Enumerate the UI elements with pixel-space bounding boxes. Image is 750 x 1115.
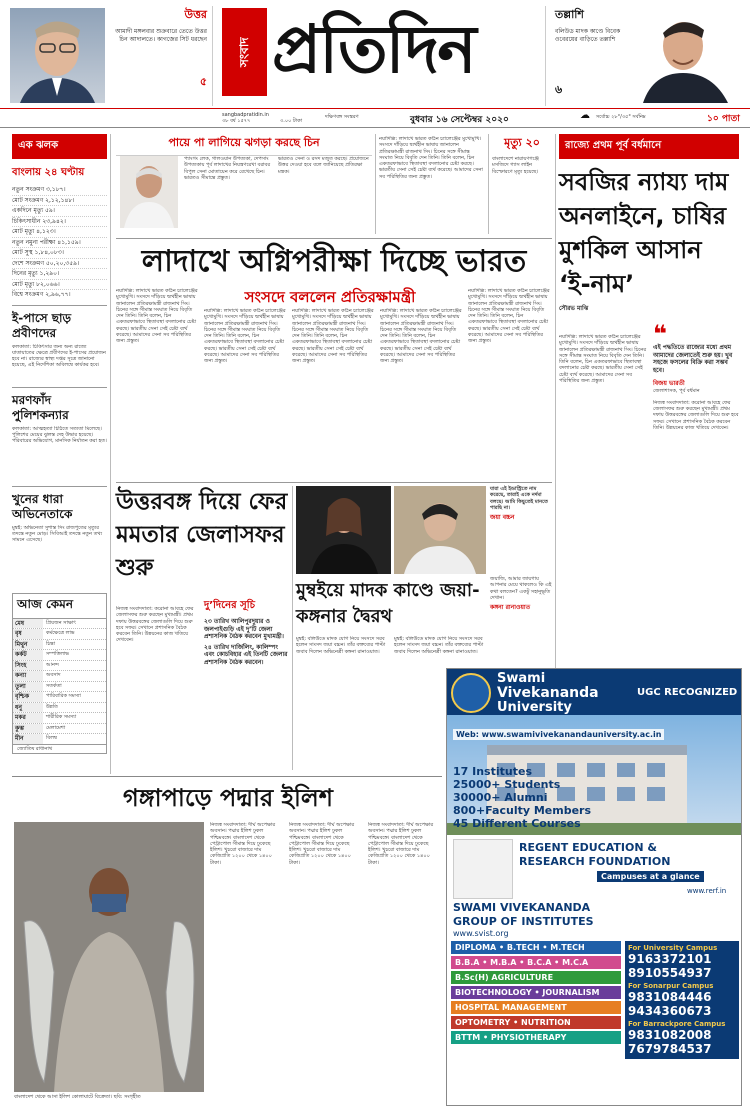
logo-title: প্রতিদিন (272, 11, 475, 88)
group-title-2: GROUP OF INSTITUTES (453, 915, 594, 928)
ad-course: HOSPITAL MANAGEMENT (451, 1001, 621, 1014)
story1-text: কলকাতা: চিকিৎসার জন্য অন্য রাজ্যে যাতায়াতের ক্ষেত্রে প্রবীণদের ই-পাসের প্রয়োজন হবে না। রাজ্যের স্বাস্থ্য দপ্তর সূত্রে জানানো হয়েছে, এই নির্দেশিকা অবিলম্বে কার্যকর হবে। (12, 343, 106, 369)
quote1: যারা এই ইন্ডাস্ট্রিতে নাম করেছে, তারাই একে নর্দমা বলছে। আমি কিছুতেই মানতে পারছি না। (490, 486, 548, 511)
right-teaser-photo (628, 8, 743, 103)
edition: দক্ষিণবঙ্গ সংস্করণ (325, 114, 359, 120)
rashifal-row: মকর শারীরিক সমস্যা (13, 713, 106, 724)
ad-course: DIPLOMA • B.TECH • M.TECH (451, 941, 621, 954)
rajya-header: রাজ্যে প্রথম পূর্ব বর্ধমানে (559, 134, 739, 159)
rashifal-credit: জ্যোতিষ রাধানাথ (13, 744, 106, 753)
left-teaser-text: আমাদী মঙ্গলবার শুক্রবারে তেতে উত্তর চিন আদালতে। কাগজের সিট ধরছেন (115, 28, 207, 43)
covid-line: চিকিৎসাধীন ২৩,৯৪২। (12, 217, 107, 228)
sabji-quote: এই পদ্ধতিতে রাজ্যের মধ্যে প্রথম আমাদের জেলাতেই শুরু হয়। খুব সহজে ফসলের বিক্রি করা সম্ভব হবে। (653, 344, 733, 374)
kangana-photo (296, 486, 391, 574)
date: বুধবার ১৬ সেপ্টেম্বর ২০২০ (410, 115, 509, 125)
hilsa-col: নিজস্ব সংবাদদাতা: দীর্ঘ অপেক্ষার অবসান। পদ্মার ইলিশ ঢুকল পশ্চিমবঙ্গে। বাংলাদেশ থেকে পেট্রাপোল সীমান্ত দিয়ে ঢুকেছে ইলিশ। খুচরো বাজারে দাম কেজিপ্রতি ১২০০ থেকে ১৪০০ টাকা। (368, 822, 434, 866)
jaya-photo (394, 486, 486, 574)
ad-stats (453, 765, 633, 830)
rashifal-list (13, 619, 106, 744)
ad-course: B.B.A • M.B.A • B.C.A • M.C.A (451, 956, 621, 969)
phone[interactable]: 7679784537 (628, 1042, 712, 1056)
hilsa-caption: বাংলাদেশ থেকে আসা ইলিশ কোলাঘাটে বিক্রেতা। ছবি: সংগৃহীত (14, 1094, 141, 1100)
north-title: উত্তরবঙ্গ দিয়ে ফের মমতার জেলাসফর শুরু (116, 489, 288, 581)
top-col3: নয়াদিল্লি: লাদাখে ভারত কঠিন চ্যালেঞ্জের মুখোমুখি। সংসদে দাঁড়িয়ে দ্ব্যর্থহীন ভাষায় জানালেন প্রতিরক্ষামন্ত্রী রাজনাথ সিং। চিনের সঙ্গে সীমান্ত সংঘাত নিয়ে বিবৃতি দেন তিনি। তিনি বলেন, চিন একতরফাভাবে স্থিতাবস্থা বদলানোর চেষ্টা করছে। ভারতীয় সেনা সেই চেষ্টা ব্যর্থ করেছে। আমাদের সেনা সব পরিস্থিতির জন্য প্রস্তুত। (379, 136, 483, 180)
ad-web[interactable]: Web: www.swamivivekanandauniversity.ac.in (453, 729, 664, 740)
left-teaser-label: উত্তর (184, 8, 207, 21)
lead-body (116, 288, 552, 478)
story3-title[interactable]: খুনের ধারা অভিনেতাকে (12, 491, 73, 521)
phone[interactable]: 9831082008 (628, 1028, 712, 1042)
lead-subtitle: সংসদে বললেন প্রতিরক্ষামন্ত্রী (205, 286, 455, 311)
right-teaser[interactable] (555, 6, 625, 100)
right-teaser-text: বলিউড মাদক কাণ্ডে বিবেক ওবেরয়ের বাড়িতে তল্লাশি (555, 28, 621, 43)
ad-name3: University (497, 700, 572, 715)
sabji-quote-by: বিজয় ভারতী (653, 380, 685, 387)
rashifal-row: কন্যা অবসাদ (13, 671, 106, 682)
quote2-by: কঙ্গনা রানাওয়াত (490, 604, 531, 612)
ad-stat: 800+Faculty Members (453, 804, 592, 817)
quote2: জয়াজি, আমার জায়গায় আপনার মেয়ে থাকলেও কি এই কথা বলতেন? একটু সহানুভূতি দেখান। (490, 576, 552, 601)
left-teaser[interactable] (112, 6, 207, 92)
sangbad-label: সংবাদ (237, 37, 251, 67)
hilsa-photo (14, 822, 204, 1092)
covid-line: মোট মৃত্যু ৪,১২৩। (12, 227, 107, 238)
phone[interactable]: 9831084446 (628, 990, 712, 1004)
sangbad-box (222, 8, 267, 96)
ad-phones (625, 941, 739, 1059)
lead-col: নয়াদিল্লি: লাদাখে ভারত কঠিন চ্যালেঞ্জের মুখোমুখি। সংসদে দাঁড়িয়ে দ্ব্যর্থহীন ভাষায় জানালেন প্রতিরক্ষামন্ত্রী রাজনাথ সিং। চিনের সঙ্গে সীমান্ত সংঘাত নিয়ে বিবৃতি দেন তিনি। তিনি বলেন, চিন একতরফাভাবে স্থিতাবস্থা বদলানোর চেষ্টা করছে। ভারতীয় সেনা সেই চেষ্টা ব্যর্থ করেছে। আমাদের সেনা সব পরিস্থিতির জন্য প্রস্তুত। (204, 308, 286, 365)
lead-col: নয়াদিল্লি: লাদাখে ভারত কঠিন চ্যালেঞ্জের মুখোমুখি। সংসদে দাঁড়িয়ে দ্ব্যর্থহীন ভাষায় জানালেন প্রতিরক্ষামন্ত্রী রাজনাথ সিং। চিনের সঙ্গে সীমান্ত সংঘাত নিয়ে বিবৃতি দেন তিনি। তিনি বলেন, চিন একতরফাভাবে স্থিতাবস্থা বদলানোর চেষ্টা করছে। ভারতীয় সেনা সেই চেষ্টা ব্যর্থ করেছে। আমাদের সেনা সব পরিস্থিতির জন্য প্রস্তুত। (380, 308, 462, 365)
covid-title: বাংলায় ২৪ ঘণ্টায় (12, 167, 85, 178)
bollywood-title: মুম্বইয়ে মাদক কাণ্ডে জয়া-কঙ্গনার দ্বৈরথ (296, 580, 480, 627)
hilsa-col: নিজস্ব সংবাদদাতা: দীর্ঘ অপেক্ষার অবসান। পদ্মার ইলিশ ঢুকল পশ্চিমবঙ্গে। বাংলাদেশ থেকে পেট্রাপোল সীমান্ত দিয়ে ঢুকেছে ইলিশ। খুচরো বাজারে দাম কেজিপ্রতি ১২০০ থেকে ১৪০০ টাকা। (210, 822, 276, 866)
sabji-quote-role: জেলাশাসক, পূর্ব বর্ধমান (653, 387, 700, 394)
sabji-body-2: নিজস্ব সংবাদদাতা: করোনা আবহে ফের জেলাসফর শুরু করছেন মুখ্যমন্ত্রী। প্রথম দফায় উত্তরবঙ্গের জেলাগুলি দিয়ে শুরু হবে সফর। সেখানে প্রশাসনিক বৈঠক করবেন তিনি। উন্নয়নের কাজ খতিয়ে দেখবেন। (653, 399, 739, 431)
rashifal-row: কুম্ভ মেলামেশা (13, 724, 106, 735)
rashifal-row: সিংহ আনন্দ (13, 661, 106, 672)
rashifal-row: বৃশ্চিক পারিবারিক সমস্যা (13, 692, 106, 703)
rashifal-row: বৃষ কর্মক্ষেত্রে লাভ (13, 629, 106, 640)
ad-name2: Vivekananda (497, 685, 599, 701)
story2-title[interactable]: মরণফাঁদ পুলিশকন্যার (12, 392, 69, 422)
right-teaser-label: তল্লাশি (555, 8, 584, 21)
sabji-title: সবজির ন্যায্য দাম অনলাইনে, চাষির মুশকিল আসান ‘ই-নাম’ (559, 168, 729, 298)
hilsa-col: নিজস্ব সংবাদদাতা: দীর্ঘ অপেক্ষার অবসান। পদ্মার ইলিশ ঢুকল পশ্চিমবঙ্গে। বাংলাদেশ থেকে পেট্রাপোল সীমান্ত দিয়ে ঢুকেছে ইলিশ। খুচরো বাজারে দাম কেজিপ্রতি ১২০০ থেকে ১৪০০ টাকা। (289, 822, 355, 866)
email-line: sangbadpratidin.in (222, 112, 269, 118)
rashifal-row: মীন বিলম্ব (15, 735, 57, 742)
ad-stat: 30000+ Alumni (453, 791, 548, 804)
bollywood-text-2: মুম্বই: বলিউডে মাদক যোগ নিয়ে সংসদে সরব হলেন সাংসদ জয়া বচ্চন। তাঁর বক্তব্যের পাল্টা জবাব দিলেন অভিনেত্রী কঙ্গনা রানাওয়াত। (394, 636, 484, 655)
sabji-body: নয়াদিল্লি: লাদাখে ভারত কঠিন চ্যালেঞ্জের মুখোমুখি। সংসদে দাঁড়িয়ে দ্ব্যর্থহীন ভাষায় জানালেন প্রতিরক্ষামন্ত্রী রাজনাথ সিং। চিনের সঙ্গে সীমান্ত সংঘাত নিয়ে বিবৃতি দেন তিনি। তিনি বলেন, চিন একতরফাভাবে স্থিতাবস্থা বদলানোর চেষ্টা করছে। ভারতীয় সেনা সেই চেষ্টা ব্যর্থ করেছে। আমাদের সেনা সব পরিস্থিতির জন্য প্রস্তুত। (559, 334, 647, 385)
regent-logo-icon (453, 839, 513, 899)
university-logo-icon (451, 673, 491, 713)
ad-box[interactable] (446, 668, 742, 1106)
story1-title[interactable]: ই-পাসে ছাড় প্রবীণদের (12, 310, 72, 340)
china-text-2: ভারতও সেনা ও রসদ মজুত করছে। প্রয়োজনে উত্তর দেওয়া হবে বলে জানিয়েছে প্রতিরক্ষা মন্ত্রক। (278, 156, 369, 175)
quote1-box (490, 486, 552, 522)
bollywood-text: মুম্বই: বলিউডে মাদক যোগ নিয়ে সংসদে সরব হলেন সাংসদ জয়া বচ্চন। তাঁর বক্তব্যের পাল্টা জবাব দিলেন অভিনেত্রী কঙ্গনা রানাওয়াত। (296, 636, 386, 655)
phone[interactable]: 9163372101 (628, 952, 712, 966)
covid-line: নতুন নমুনা পরীক্ষা ৪১,১৫৯। (12, 238, 107, 249)
china-title: পায়ে পা লাগিয়ে ঝগড়া করছে চিন (116, 134, 372, 156)
ad-course: OPTOMETRY • NUTRITION (451, 1016, 621, 1029)
weather-icon: ☁ (580, 110, 590, 121)
sabji-quote-box (653, 320, 739, 700)
covid-line: মোট সুস্থ ১,৮৪,০৮৩। (12, 248, 107, 259)
rashifal-row: কর্কট সম্পত্তিলাভ (13, 650, 106, 661)
ad-course: BIOTECHNOLOGY • JOURNALISM (451, 986, 621, 999)
price: ৩.০০ টাকা (280, 118, 303, 124)
lead-col: নয়াদিল্লি: লাদাখে ভারত কঠিন চ্যালেঞ্জের মুখোমুখি। সংসদে দাঁড়িয়ে দ্ব্যর্থহীন ভাষায় জানালেন প্রতিরক্ষামন্ত্রী রাজনাথ সিং। চিনের সঙ্গে সীমান্ত সংঘাত নিয়ে বিবৃতি দেন তিনি। তিনি বলেন, চিন একতরফাভাবে স্থিতাবস্থা বদলানোর চেষ্টা করছে। ভারতীয় সেনা সেই চেষ্টা ব্যর্থ করেছে। আমাদের সেনা সব পরিস্থিতির জন্য প্রস্তুত। (292, 308, 374, 365)
quote2-box (490, 576, 552, 612)
story2-text: কলকাতা: আত্মহত্যা চিঠিতে সত্যতা মিলেছে। পুলিশের মেয়ের ঝুলন্ত দেহ উদ্ধার হয়েছে। পরিবারের অভিযোগ, মানসিক নির্যাতন করা হত। (12, 425, 107, 445)
ad-stat: 17 Institutes (453, 765, 532, 778)
schedule-item: ২৩ তারিখ আলিপুরদুয়ার ও জলপাইগুড়ি এই দু’টি জেলা প্রশাসনিক বৈঠক করবেন মুখ্যমন্ত্রী। (204, 618, 284, 640)
weather: সর্বোচ্চ ২৮°/৩৫° সর্বনিম্ন (596, 114, 646, 120)
quote1-by: জয়া বচ্চন (490, 514, 515, 522)
ad-stat: 45 Different Courses (453, 817, 581, 830)
rashifal-title: আজ কেমন (13, 594, 106, 619)
right-teaser-page: ৬ (555, 83, 563, 96)
covid-line: দেশে সংক্রমণ ৫০,২০,৩৫৯। (12, 259, 107, 270)
covid-line: একদিনে মৃত্যু ৫৯। (12, 206, 107, 217)
death-story[interactable] (492, 134, 552, 234)
ad-name1: Swami (497, 671, 546, 686)
volume: ৩৮ বর্ষ ১৫৭৭ (222, 118, 251, 124)
covid-line: মোট সংক্রমণ ২,১২,১৪৮। (12, 196, 107, 207)
rashifal-box (12, 593, 107, 754)
campus3-label: For Barrackpore Campus (628, 1020, 726, 1028)
phone[interactable]: 9434360673 (628, 1004, 712, 1018)
china-text: প্যাংগং লেক, গালওয়ান উপত্যকা, দেপসাং উপত্যকায় পূর্ব লাদাখের নিয়ন্ত্রণরেখা বরাবর বিপুল সেনা মোতায়েন করে রেখেছে চিন। ভারতও সীমান্তে প্রস্তুত। (184, 156, 271, 181)
rajnath-photo (120, 156, 178, 228)
regent-campuses: Campuses at a glance (597, 871, 704, 882)
lead-title[interactable]: লাদাখে অগ্নিপরীক্ষা দিচ্ছে ভারত (141, 244, 527, 279)
group-title-1: SWAMI VIVEKANANDA (453, 901, 591, 914)
covid-line: মোট মৃত্যু ৮২,০৬৬। (12, 280, 107, 291)
china-story[interactable] (116, 134, 372, 234)
lead-col: নয়াদিল্লি: লাদাখে ভারত কঠিন চ্যালেঞ্জের মুখোমুখি। সংসদে দাঁড়িয়ে দ্ব্যর্থহীন ভাষায় জানালেন প্রতিরক্ষামন্ত্রী রাজনাথ সিং। চিনের সঙ্গে সীমান্ত সংঘাত নিয়ে বিবৃতি দেন তিনি। তিনি বলেন, চিন একতরফাভাবে স্থিতাবস্থা বদলানোর চেষ্টা করছে। ভারতীয় সেনা সেই চেষ্টা ব্যর্থ করেছে। আমাদের সেনা সব পরিস্থিতির জন্য প্রস্তুত। (116, 288, 198, 345)
north-text: নিজস্ব সংবাদদাতা: করোনা আবহে ফের জেলাসফর শুরু করছেন মুখ্যমন্ত্রী। প্রথম দফায় উত্তরবঙ্গের জেলাগুলি দিয়ে শুরু হবে সফর। সেখানে প্রশাসনিক বৈঠক করবেন তিনি। উন্নয়নের কাজ খতিয়ে দেখবেন। (116, 606, 194, 644)
covid-line: দিনের মৃত্যু ১,২৯০। (12, 269, 107, 280)
ad-course: B.Sc(H) AGRICULTURE (451, 971, 621, 984)
schedule-box (204, 598, 288, 666)
covid-line: নতুন সংক্রমণ ৩,১৮৭। (12, 185, 107, 196)
north-story[interactable] (116, 486, 288, 770)
schedule-item: ২৪ তারিখ দার্জিলিং, কালিম্পং এবং কোচবিহার এই তিনটি জেলার প্রশাসনিক বৈঠক করবেন। (204, 643, 288, 666)
sabji-byline: সৌরভ মাঝি (559, 305, 589, 312)
rashifal-row: মেষ প্রিয়জন সাক্ষাৎ (13, 619, 106, 630)
death-title: মৃত্যু ২০ (504, 136, 540, 149)
quote-icon: ❝ (653, 320, 668, 348)
group-web[interactable]: www.svist.org (453, 929, 509, 938)
campus1-label: For University Campus (628, 944, 718, 952)
ad-course: BTTM • PHYSIOTHERAPY (451, 1031, 621, 1044)
ad-stat: 25000+ Students (453, 778, 561, 791)
regent-title-1: REGENT EDUCATION & (519, 841, 657, 854)
lead-col: নয়াদিল্লি: লাদাখে ভারত কঠিন চ্যালেঞ্জের মুখোমুখি। সংসদে দাঁড়িয়ে দ্ব্যর্থহীন ভাষায় জানালেন প্রতিরক্ষামন্ত্রী রাজনাথ সিং। চিনের সঙ্গে সীমান্ত সংঘাত নিয়ে বিবৃতি দেন তিনি। তিনি বলেন, চিন একতরফাভাবে স্থিতাবস্থা বদলানোর চেষ্টা করছে। ভারতীয় সেনা সেই চেষ্টা ব্যর্থ করেছে। আমাদের সেনা সব পরিস্থিতির জন্য প্রস্তুত। (468, 288, 550, 345)
rashifal-row: ধনু উন্নতি (13, 703, 106, 714)
ad-courses (451, 941, 621, 1044)
ad-ugc: UGC RECOGNIZED (637, 687, 738, 698)
hilsa-title[interactable]: গঙ্গাপাড়ে পদ্মার ইলিশ (123, 784, 333, 812)
death-text: বাংলাদেশে নারায়ণগঞ্জে মসজিদে গ্যাস লাইন বিস্ফোরণে মৃত্যু হয়েছে। (492, 156, 539, 175)
phone[interactable]: 8910554937 (628, 966, 712, 980)
rashifal-row: মিথুন চিন্তা (13, 640, 106, 651)
regent-web[interactable]: www.rerf.in (687, 887, 727, 895)
regent-title-2: RESEARCH FOUNDATION (519, 855, 671, 868)
story3-text: মুম্বই: অভিনেতা সুশান্ত সিং রাজপুতের মৃত্যুর তদন্তে নতুন মোড়। সিবিআই তদন্তে নতুন তথ্য সামনে এসেছে। (12, 524, 103, 544)
left-teaser-page: ৫ (199, 75, 207, 88)
schedule-title: দু’দিনের সূচি (204, 600, 255, 611)
rashifal-row: তুলা সতর্কতা (13, 682, 106, 693)
campus2-label: For Sonarpur Campus (628, 982, 714, 990)
hilsa-body (210, 822, 442, 1092)
masthead (0, 0, 750, 125)
page-count: ১০ পাতা (707, 114, 740, 124)
sidebar-header: এক ঝলক (12, 134, 107, 159)
covid-list (12, 185, 107, 300)
covid-line: বিশ্বে সংক্রমণ ২,৯৬,৭৭। (12, 291, 71, 298)
left-teaser-photo (10, 8, 105, 103)
